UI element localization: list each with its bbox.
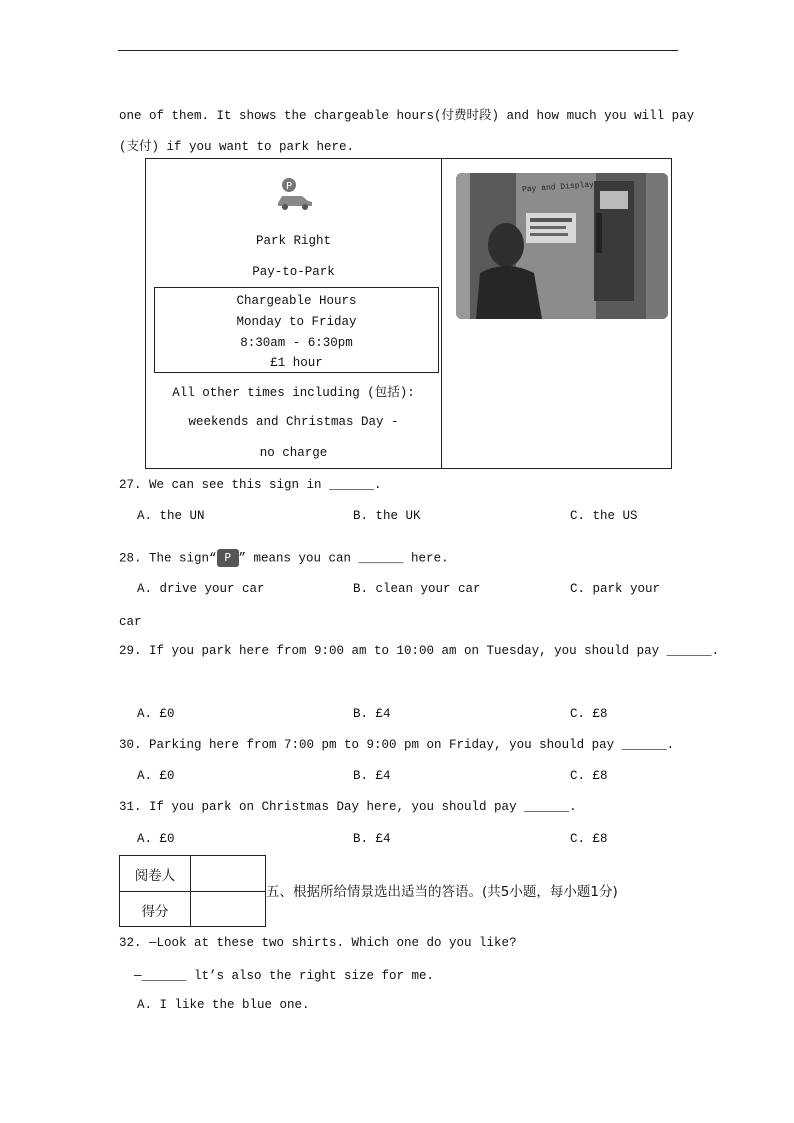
q27-option-a: A. the UN xyxy=(137,509,205,523)
parking-p-icon: P xyxy=(217,549,239,567)
svg-text:P: P xyxy=(285,181,293,192)
q31-option-c: C. £8 xyxy=(570,832,608,846)
q32-option-a: A. I like the blue one. xyxy=(137,998,310,1012)
q29-option-c: C. £8 xyxy=(570,707,608,721)
box-line-2: Monday to Friday xyxy=(236,315,357,329)
section-five-heading: 五、根据所给情景选出适当的答语。(共5小题，每小题1分) xyxy=(266,884,618,900)
q30-option-c: C. £8 xyxy=(570,769,608,783)
q31-option-b: B. £4 xyxy=(353,832,391,846)
chargeable-hours-box xyxy=(154,287,439,373)
q27-stem: 27. We can see this sign in ______. xyxy=(119,478,382,492)
q31-stem: 31. If you park on Christmas Day here, you should pay ______. xyxy=(119,800,577,814)
q29-stem: 29. If you park here from 9:00 am to 10:00 am on Tuesday, you should pay ______. xyxy=(119,644,720,658)
q30-option-a: A. £0 xyxy=(137,769,175,783)
q28-option-b: B. clean your car xyxy=(353,582,481,596)
score-label: 得分 xyxy=(141,904,169,920)
q28-option-a: A. drive your car xyxy=(137,582,265,596)
box-line-4: £1 hour xyxy=(270,356,323,370)
q27-option-c: C. the US xyxy=(570,509,638,523)
sign-subtitle: Pay-to-Park xyxy=(252,265,335,279)
grader-label: 阅卷人 xyxy=(134,868,176,884)
other-times-line-2: weekends and Christmas Day - xyxy=(188,415,399,429)
q29-option-b: B. £4 xyxy=(353,707,391,721)
other-times-line-3: no charge xyxy=(259,446,328,460)
grader-score-table xyxy=(119,855,266,927)
parking-car-icon xyxy=(274,177,314,214)
box-line-3: 8:30am - 6:30pm xyxy=(240,336,353,350)
q29-option-a: A. £0 xyxy=(137,707,175,721)
q28-stem-post: ” means you can ______ here. xyxy=(238,551,449,566)
q32-line-2: —______ lt’s also the right size for me. xyxy=(119,969,435,983)
grade-table-divider-h xyxy=(120,891,265,892)
box-line-1: Chargeable Hours xyxy=(236,294,357,308)
q28-option-c-cont: car xyxy=(119,615,142,629)
man-at-parking-meter-photo xyxy=(456,173,668,319)
q30-stem: 30. Parking here from 7:00 pm to 9:00 pm on Friday, you should pay ______. xyxy=(119,738,675,752)
photo-label: Pay and Display xyxy=(521,180,595,195)
q32-line-1: 32. —Look at these two shirts. Which one do you like? xyxy=(119,936,517,950)
other-times-line-1: All other times including (包括): xyxy=(172,386,415,400)
q27-option-b: B. the UK xyxy=(353,509,421,523)
q28-option-c: C. park your xyxy=(570,582,661,596)
q28-stem-pre: 28. The sign“ xyxy=(119,551,217,566)
q30-option-b: B. £4 xyxy=(353,769,391,783)
sign-title: Park Right xyxy=(255,234,331,248)
intro-line-2: (支付) if you want to park here. xyxy=(119,140,355,154)
q31-option-a: A. £0 xyxy=(137,832,175,846)
intro-line-1: one of them. It shows the chargeable hours(付费时段) and how much you will pay xyxy=(119,109,695,123)
header-rule xyxy=(118,50,678,51)
parking-sign-table xyxy=(145,158,672,469)
sign-panel xyxy=(146,159,442,468)
q28-stem xyxy=(119,549,449,567)
